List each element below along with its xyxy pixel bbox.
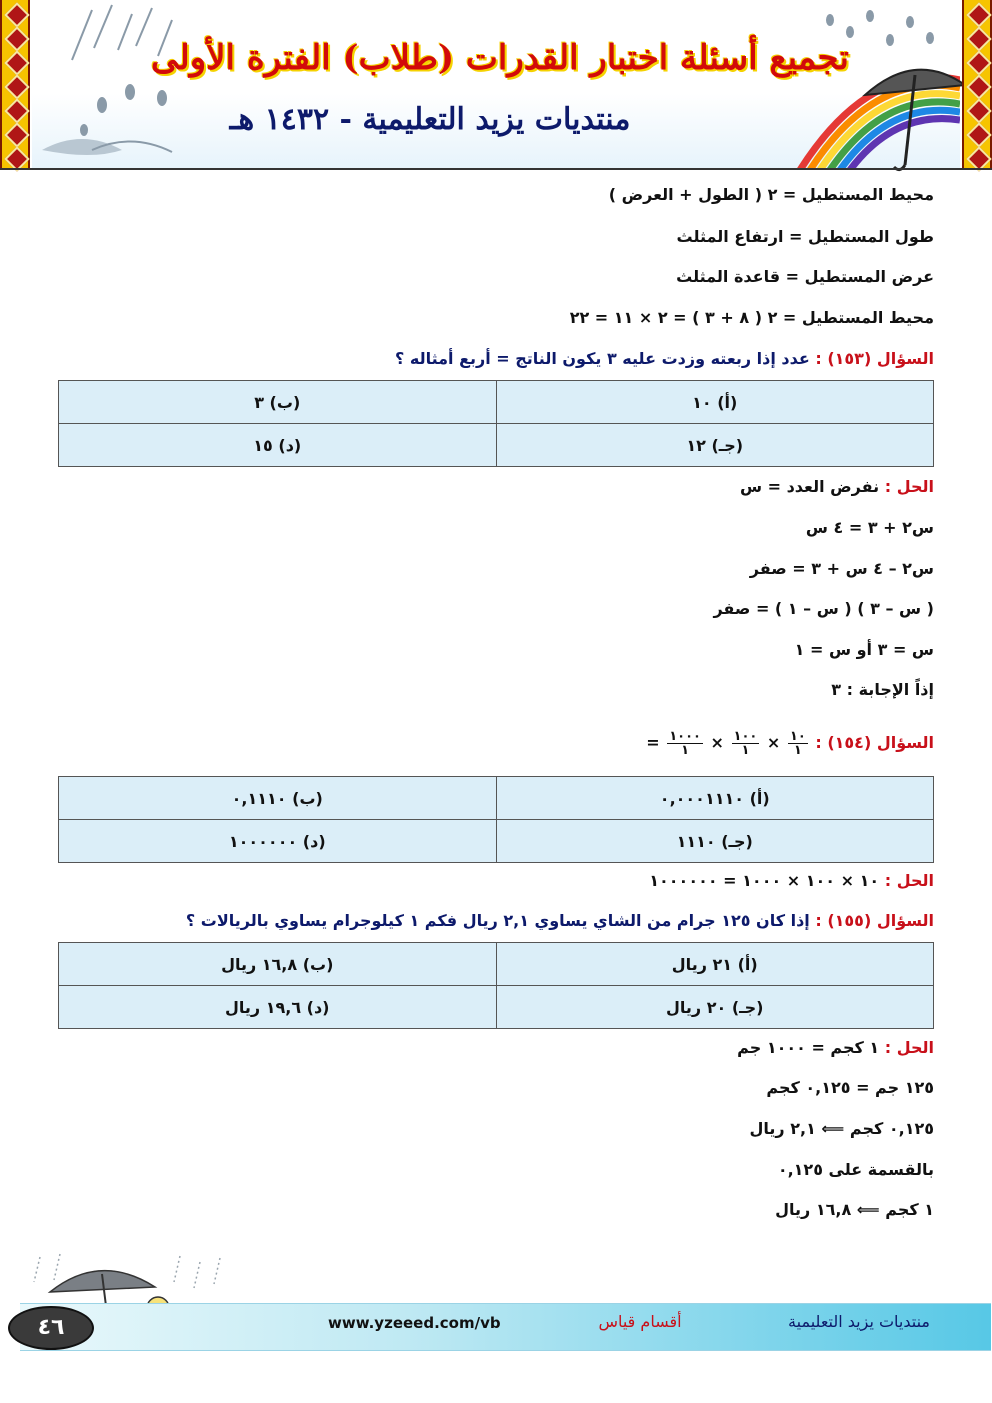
- header-banner: [32, 0, 960, 170]
- solution-label: الحل :: [884, 477, 934, 496]
- intro-line: محيط المستطيل = ٢ ( ٨ + ٣ ) = ٢ × ١١ = ٢٢: [569, 308, 934, 327]
- question-label: السؤال (١٥٥) :: [815, 911, 934, 930]
- option-b[interactable]: (ب) ٠,١١١٠: [59, 777, 497, 820]
- footer-url-link[interactable]: www.yzeeed.com/vb: [328, 1314, 501, 1332]
- solution-line: ١٢٥ جم = ٠,١٢٥ كجم: [766, 1078, 934, 1097]
- options-table-153: [58, 380, 934, 467]
- solution-line: ١ كجم = ١٠٠٠ جم: [737, 1038, 880, 1057]
- fraction: $\frac{١٠٠٠}{١}$: [669, 729, 701, 758]
- option-c[interactable]: (جـ) ١٢: [496, 424, 934, 467]
- solution-line: بالقسمة على ٠,١٢٥: [777, 1160, 934, 1179]
- diamond-border-left: [0, 0, 30, 170]
- footer-section-label: أقسام قياس: [598, 1312, 682, 1331]
- solution-153: [58, 474, 934, 500]
- solution-154: [58, 868, 934, 894]
- solution-line: س = ٣ أو س = ١: [794, 640, 934, 659]
- option-d[interactable]: (د) ١٩,٦ ريال: [59, 986, 497, 1029]
- fraction: $\frac{١٠٠}{١}$: [733, 729, 758, 758]
- diamond-border-icon: [4, 2, 29, 27]
- solution-label: الحل :: [884, 871, 934, 890]
- solution-line: ٠,١٢٥ كجم ⟸ ٢,١ ريال: [749, 1119, 934, 1138]
- diamond-border-icon: [4, 122, 29, 147]
- diamond-border-icon: [966, 122, 991, 147]
- diamond-border-icon: [4, 98, 29, 123]
- page-number: ٤٦: [8, 1306, 94, 1350]
- solution-line: ( س – ٣ ) ( س – ١ ) = صفر: [713, 599, 934, 618]
- fraction: $\frac{١٠}{١}$: [789, 729, 806, 758]
- question-154: [58, 726, 934, 760]
- header-title: تجميع أسئلة اختبار القدرات (طلاب) الفترة الأولى: [151, 38, 849, 78]
- rain-cloud-icon: [32, 0, 202, 170]
- options-table-155: [58, 942, 934, 1029]
- solution-line: إذاً الإجابة : ٣: [831, 680, 934, 699]
- page-header: [0, 0, 992, 170]
- question-text: إذا كان ١٢٥ جرام من الشاي يساوي ٢,١ ريال فكم ١ كيلوجرام يساوي بالريالات ؟: [185, 911, 810, 930]
- diamond-border-icon: [4, 74, 29, 99]
- option-a[interactable]: (أ) ١٠: [496, 381, 934, 424]
- option-d[interactable]: (د) ١٥: [59, 424, 497, 467]
- option-b[interactable]: (ب) ٣: [59, 381, 497, 424]
- options-table-154: [58, 776, 934, 863]
- diamond-border-icon: [966, 50, 991, 75]
- diamond-border-icon: [966, 98, 991, 123]
- solution-line: س٢ – ٤ س + ٣ = صفر: [749, 559, 934, 578]
- solution-line: نفرض العدد = س: [739, 477, 880, 496]
- solution-line: س٢ + ٣ = ٤ س: [805, 518, 934, 537]
- option-a[interactable]: (أ) ٠,٠٠٠١١١٠: [496, 777, 934, 820]
- option-c[interactable]: (جـ) ٢٠ ريال: [496, 986, 934, 1029]
- diamond-border-icon: [966, 2, 991, 27]
- footer-forum-name: منتديات يزيد التعليمية: [788, 1312, 930, 1331]
- option-b[interactable]: (ب) ١٦,٨ ريال: [59, 943, 497, 986]
- times-sign: ×: [766, 733, 781, 752]
- intro-line: محيط المستطيل = ٢ ( الطول + العرض ): [608, 185, 934, 204]
- solution-label: الحل :: [884, 1038, 934, 1057]
- option-c[interactable]: (جـ) ١١١٠: [496, 820, 934, 863]
- header-divider: [0, 168, 992, 170]
- solution-line: ١٠ × ١٠٠ × ١٠٠٠ = ١٠٠٠٠٠٠: [649, 871, 880, 890]
- question-155: [58, 908, 934, 934]
- times-sign: ×: [710, 733, 724, 752]
- diamond-border-right: [962, 0, 992, 170]
- option-d[interactable]: (د) ١٠٠٠٠٠٠: [59, 820, 497, 863]
- question-label: السؤال (١٥٤) :: [815, 733, 934, 752]
- solution-155: [58, 1035, 934, 1061]
- equals-sign: =: [646, 733, 660, 752]
- diamond-border-icon: [966, 26, 991, 51]
- diamond-border-icon: [4, 50, 29, 75]
- diamond-border-icon: [966, 74, 991, 99]
- question-153: [58, 346, 934, 372]
- solution-line: ١ كجم ⟸ ١٦,٨ ريال: [775, 1200, 934, 1219]
- intro-line: عرض المستطيل = قاعدة المثلث: [676, 267, 934, 286]
- question-label: السؤال (١٥٣) :: [815, 349, 934, 368]
- header-subtitle: منتديات يزيد التعليمية - ١٤٣٢ هـ: [229, 102, 631, 137]
- option-a[interactable]: (أ) ٢١ ريال: [496, 943, 934, 986]
- intro-line: طول المستطيل = ارتفاع المثلث: [676, 227, 934, 246]
- diamond-border-icon: [4, 26, 29, 51]
- question-text: عدد إذا ربعته وزدت عليه ٣ يكون الناتج = أربع أمثاله ؟: [395, 349, 810, 368]
